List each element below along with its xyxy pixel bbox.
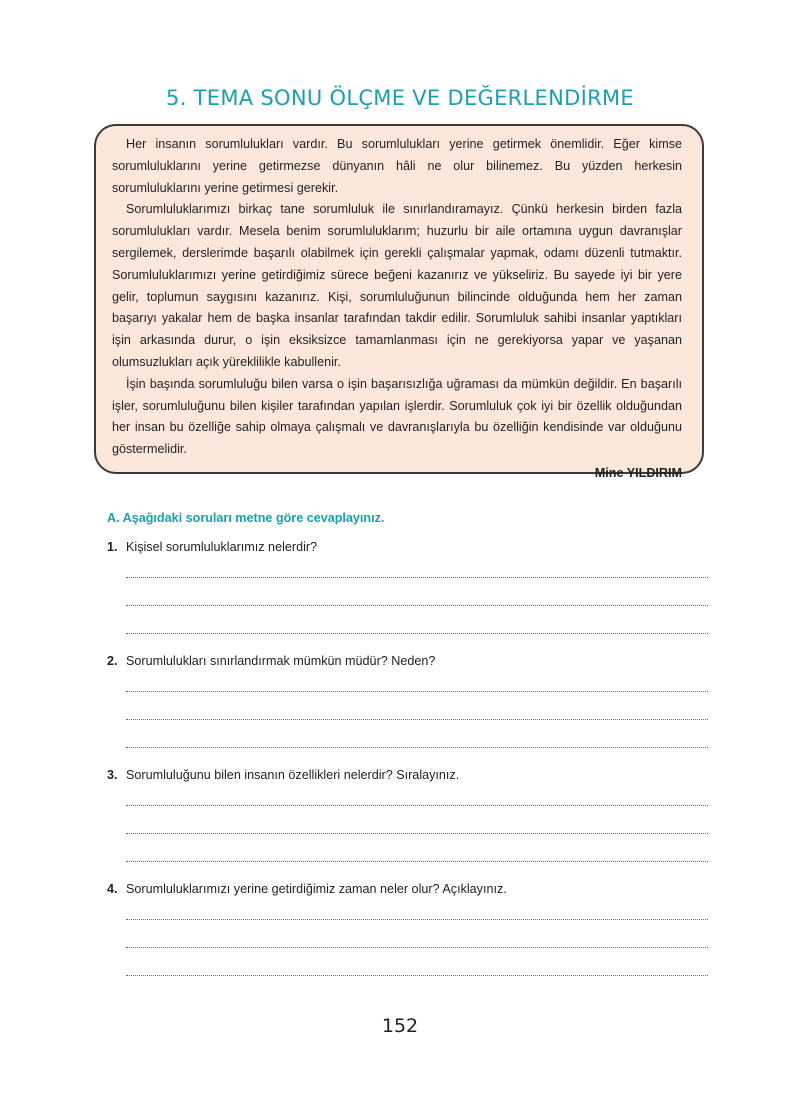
question-label: Sorumluluklarımızı yerine getirdiğimiz zaman neler olur? Açıklayınız.: [126, 882, 507, 896]
answer-line[interactable]: [126, 919, 708, 920]
question-label: Sorumluluğunu bilen insanın özellikleri nelerdir? Sıralayınız.: [126, 768, 460, 782]
question-4: [107, 882, 707, 976]
answer-line[interactable]: [126, 605, 708, 606]
answer-line[interactable]: [126, 861, 708, 862]
question-number: 1.: [107, 540, 118, 554]
section-heading: A. Aşağıdaki soruları metne göre cevaplayınız.: [107, 511, 385, 525]
question-label: Kişisel sorumluluklarımız nelerdir?: [126, 540, 318, 554]
question-number: 4.: [107, 882, 118, 896]
paragraph: Her insanın sorumlulukları vardır. Bu sorumlulukları yerine getirmek önemlidir. Eğer kimse sorumluluklarını yerine getirmezse dünyanın hâli ne olur bilinemez. Bu yüzden herkesin sorumluluklarını yerine getirmesi gerekir.: [112, 137, 682, 195]
question-text: [107, 882, 707, 896]
answer-line[interactable]: [126, 805, 708, 806]
answer-line[interactable]: [126, 975, 708, 976]
reading-passage: [94, 124, 704, 480]
page-number: 152: [381, 1015, 419, 1037]
answer-line[interactable]: [126, 833, 708, 834]
question-text: [107, 654, 707, 668]
answer-line[interactable]: [126, 577, 708, 578]
author-name: Mine YILDIRIM: [594, 465, 682, 480]
paragraph: Sorumluluklarımızı birkaç tane sorumluluk ile sınırlandıramayız. Çünkü herkesin birden fazla sorumlulukları vardır. Mesela benim sorumluluklarım; huzurlu bir aile ortamına uygun davranışlar sergilemek, derslerimde başarılı olabilmek için gerekli çalışmalar yapmak, odamı düzenli tutmaktır. Sorumluluklarımızı yerine getirdiğimiz sürece beğeni kazanırız ve yükseliriz. Bu sayede iyi bir yere gelir, toplumun saygısını kazanırız. Kişi, sorumluluğunun bilincinde olduğunda hem her zaman başarıyı yakalar hem de başka insanlar tarafından takdir edilir. Sorumluluk sahibi insanlar yaptıkları işin arkasında durur, o işin eksiksizce tamamlanması için ne gerekiyorsa yapar ve yaşanan olumsuzlukları açık yüreklilikle kabullenir.: [112, 202, 682, 369]
page-title: 5. TEMA SONU ÖLÇME VE DEĞERLENDİRME: [166, 86, 634, 110]
question-2: [107, 654, 707, 748]
answer-line[interactable]: [126, 719, 708, 720]
question-1: [107, 540, 707, 634]
answer-line[interactable]: [126, 947, 708, 948]
question-number: 2.: [107, 654, 118, 668]
paragraph: İşin başında sorumluluğu bilen varsa o işin başarısızlığa uğraması da mümkün değildir. En başarılı işler, sorumluluğunu bilen kişiler tarafından yapılan işlerdir. Sorumluluk çok iyi bir özellik olduğundan her insan bu özelliğe sahip olmaya çalışmalı ve davranışlarıyla bu özelliğin kendisinde var olduğunu göstermelidir.: [112, 376, 682, 457]
question-label: Sorumlulukları sınırlandırmak mümkün müdür? Neden?: [126, 654, 436, 668]
answer-line[interactable]: [126, 633, 708, 634]
question-3: [107, 768, 707, 862]
answer-line[interactable]: [126, 747, 708, 748]
question-number: 3.: [107, 768, 118, 782]
answer-line[interactable]: [126, 691, 708, 692]
question-text: [107, 540, 707, 554]
question-text: [107, 768, 707, 782]
